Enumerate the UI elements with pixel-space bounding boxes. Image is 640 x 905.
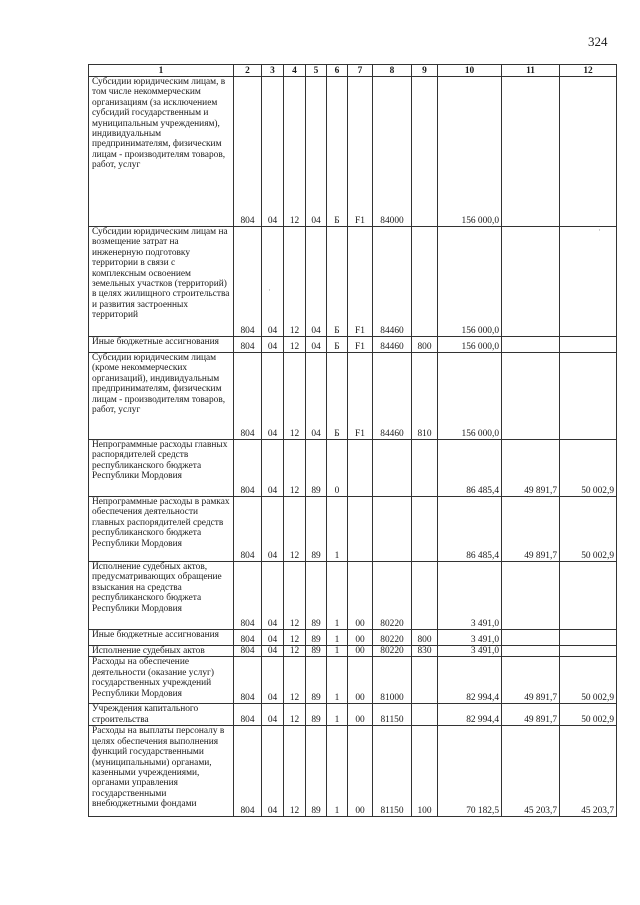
column-header: 8: [373, 65, 412, 77]
cell-col-2: 804: [234, 704, 262, 726]
cell-col-6: Б: [327, 353, 348, 440]
cell-col-2: 804: [234, 562, 262, 630]
cell-col-10: 82 994,4: [438, 704, 502, 726]
cell-col-11: [502, 630, 560, 646]
cell-col-3: 04: [262, 726, 284, 817]
cell-col-5: 89: [306, 630, 327, 646]
table-row: [89, 657, 617, 704]
cell-col-12: 50 002,9: [560, 440, 617, 497]
cell-col-12: [560, 646, 617, 657]
row-name: Исполнение судебных актов: [89, 646, 234, 657]
cell-col-10: 70 182,5: [438, 726, 502, 817]
cell-col-9: [412, 227, 438, 337]
cell-col-6: 0: [327, 440, 348, 497]
header-row: [89, 65, 617, 77]
cell-col-3: 04: [262, 657, 284, 704]
column-header: 11: [502, 65, 560, 77]
cell-col-12: [560, 227, 617, 337]
scan-speck: ·: [268, 285, 271, 295]
cell-col-7: F1: [348, 77, 373, 227]
cell-col-11: [502, 337, 560, 353]
cell-col-12: 50 002,9: [560, 704, 617, 726]
table-row: [89, 562, 617, 630]
cell-col-7: 00: [348, 657, 373, 704]
cell-col-2: 804: [234, 440, 262, 497]
cell-col-4: 12: [284, 704, 306, 726]
cell-col-12: [560, 630, 617, 646]
cell-col-6: 1: [327, 562, 348, 630]
cell-col-7: 00: [348, 704, 373, 726]
row-name: Иные бюджетные ассигнования: [89, 337, 234, 353]
column-header: 5: [306, 65, 327, 77]
cell-col-2: 804: [234, 227, 262, 337]
cell-col-9: 830: [412, 646, 438, 657]
column-header: 2: [234, 65, 262, 77]
cell-col-10: 86 485,4: [438, 497, 502, 562]
cell-col-10: 156 000,0: [438, 77, 502, 227]
cell-col-8: 84460: [373, 353, 412, 440]
cell-col-7: [348, 497, 373, 562]
row-name: Расходы на обеспечение деятельности (оказание услуг) государственных учреждений Республики Мордовия: [89, 657, 234, 704]
cell-col-2: 804: [234, 630, 262, 646]
cell-col-9: 800: [412, 630, 438, 646]
cell-col-11: 49 891,7: [502, 704, 560, 726]
cell-col-7: [348, 440, 373, 497]
cell-col-11: 49 891,7: [502, 440, 560, 497]
cell-col-5: 89: [306, 726, 327, 817]
cell-col-8: [373, 440, 412, 497]
table-row: [89, 227, 617, 337]
cell-col-12: 45 203,7: [560, 726, 617, 817]
cell-col-5: 89: [306, 704, 327, 726]
cell-col-4: 12: [284, 726, 306, 817]
row-name: Расходы на выплаты персоналу в целях обеспечения выполнения функций государственными (муниципальными) органами, казенными учреждениями, органами управления государственными внебюджетными фондами: [89, 726, 234, 817]
cell-col-10: 82 994,4: [438, 657, 502, 704]
cell-col-3: 04: [262, 440, 284, 497]
column-header: 7: [348, 65, 373, 77]
page-number: 324: [588, 34, 608, 49]
row-name: Непрограммные расходы в рамках обеспечения деятельности главных распорядителей средств республиканского бюджета Республики Мордовия: [89, 497, 234, 562]
table-row: [89, 353, 617, 440]
cell-col-8: 81150: [373, 726, 412, 817]
cell-col-10: 3 491,0: [438, 630, 502, 646]
cell-col-4: 12: [284, 562, 306, 630]
cell-col-10: 3 491,0: [438, 562, 502, 630]
cell-col-2: 804: [234, 77, 262, 227]
cell-col-10: 86 485,4: [438, 440, 502, 497]
column-header: 6: [327, 65, 348, 77]
cell-col-5: 89: [306, 646, 327, 657]
cell-col-7: F1: [348, 337, 373, 353]
cell-col-6: Б: [327, 227, 348, 337]
column-header: 10: [438, 65, 502, 77]
table-row: [89, 337, 617, 353]
cell-col-9: 100: [412, 726, 438, 817]
cell-col-2: 804: [234, 657, 262, 704]
cell-col-3: 04: [262, 630, 284, 646]
cell-col-12: 50 002,9: [560, 657, 617, 704]
cell-col-11: [502, 646, 560, 657]
cell-col-8: 80220: [373, 646, 412, 657]
table-row: [89, 646, 617, 657]
cell-col-3: 04: [262, 337, 284, 353]
cell-col-6: 1: [327, 704, 348, 726]
cell-col-9: 800: [412, 337, 438, 353]
column-header: 12: [560, 65, 617, 77]
cell-col-4: 12: [284, 337, 306, 353]
cell-col-4: 12: [284, 440, 306, 497]
column-header: 3: [262, 65, 284, 77]
cell-col-6: 1: [327, 646, 348, 657]
cell-col-4: 12: [284, 657, 306, 704]
cell-col-12: 50 002,9: [560, 497, 617, 562]
cell-col-8: 81150: [373, 704, 412, 726]
cell-col-2: 804: [234, 353, 262, 440]
cell-col-5: 04: [306, 77, 327, 227]
cell-col-12: [560, 77, 617, 227]
cell-col-3: 04: [262, 704, 284, 726]
cell-col-11: 49 891,7: [502, 657, 560, 704]
cell-col-4: 12: [284, 227, 306, 337]
cell-col-11: 49 891,7: [502, 497, 560, 562]
row-name: Субсидии юридическим лицам, в том числе некоммерческим организациям (за исключением субсидий государственным и муниципальным учреждениям), индивидуальным предпринимателям, физическим лицам - производителям товаров, работ, услуг: [89, 77, 234, 227]
cell-col-6: Б: [327, 77, 348, 227]
column-header: 4: [284, 65, 306, 77]
table-row: [89, 440, 617, 497]
cell-col-6: 1: [327, 630, 348, 646]
cell-col-9: [412, 77, 438, 227]
row-name: Иные бюджетные ассигнования: [89, 630, 234, 646]
cell-col-8: 80220: [373, 630, 412, 646]
cell-col-7: F1: [348, 353, 373, 440]
table-row: [89, 630, 617, 646]
cell-col-12: [560, 337, 617, 353]
cell-col-3: 04: [262, 227, 284, 337]
cell-col-5: 89: [306, 657, 327, 704]
cell-col-7: 00: [348, 646, 373, 657]
cell-col-11: [502, 562, 560, 630]
cell-col-3: 04: [262, 353, 284, 440]
row-name: Исполнение судебных актов, предусматривающих обращение взыскания на средства республиканского бюджета Республики Мордовия: [89, 562, 234, 630]
cell-col-9: [412, 657, 438, 704]
cell-col-4: 12: [284, 77, 306, 227]
row-name: Непрограммные расходы главных распорядителей средств республиканского бюджета Республики Мордовия: [89, 440, 234, 497]
row-name: Субсидии юридическим лицам на возмещение затрат на инженерную подготовку территории в связи с комплексным освоением земельных участков (территорий) в целях жилищного строительства и развития застроенных территорий: [89, 227, 234, 337]
cell-col-5: 04: [306, 337, 327, 353]
table-row: [89, 77, 617, 227]
cell-col-8: 84460: [373, 337, 412, 353]
cell-col-5: 89: [306, 497, 327, 562]
cell-col-2: 804: [234, 337, 262, 353]
cell-col-2: 804: [234, 646, 262, 657]
cell-col-5: 04: [306, 353, 327, 440]
cell-col-2: 804: [234, 497, 262, 562]
cell-col-6: Б: [327, 337, 348, 353]
cell-col-9: [412, 704, 438, 726]
cell-col-7: 00: [348, 562, 373, 630]
cell-col-10: 3 491,0: [438, 646, 502, 657]
cell-col-9: [412, 562, 438, 630]
cell-col-11: 45 203,7: [502, 726, 560, 817]
cell-col-6: 1: [327, 726, 348, 817]
table-row: [89, 704, 617, 726]
cell-col-10: 156 000,0: [438, 337, 502, 353]
cell-col-3: 04: [262, 77, 284, 227]
cell-col-5: 89: [306, 440, 327, 497]
cell-col-9: [412, 440, 438, 497]
cell-col-5: 04: [306, 227, 327, 337]
cell-col-8: [373, 497, 412, 562]
cell-col-8: 80220: [373, 562, 412, 630]
column-header: 9: [412, 65, 438, 77]
cell-col-6: 1: [327, 497, 348, 562]
cell-col-8: 84460: [373, 227, 412, 337]
cell-col-6: 1: [327, 657, 348, 704]
cell-col-4: 12: [284, 630, 306, 646]
cell-col-11: [502, 353, 560, 440]
cell-col-8: 81000: [373, 657, 412, 704]
cell-col-4: 12: [284, 646, 306, 657]
cell-col-11: [502, 227, 560, 337]
cell-col-11: [502, 77, 560, 227]
cell-col-7: 00: [348, 630, 373, 646]
cell-col-12: [560, 562, 617, 630]
cell-col-5: 89: [306, 562, 327, 630]
cell-col-3: 04: [262, 646, 284, 657]
cell-col-7: 00: [348, 726, 373, 817]
cell-col-3: 04: [262, 497, 284, 562]
row-name: Субсидии юридическим лицам (кроме некоммерческих организаций), индивидуальным предпринимателям, физическим лицам - производителям товаров, работ, услуг: [89, 353, 234, 440]
cell-col-10: 156 000,0: [438, 353, 502, 440]
cell-col-12: [560, 353, 617, 440]
cell-col-8: 84000: [373, 77, 412, 227]
cell-col-4: 12: [284, 497, 306, 562]
table-row: [89, 726, 617, 817]
cell-col-10: 156 000,0: [438, 227, 502, 337]
cell-col-2: 804: [234, 726, 262, 817]
cell-col-7: F1: [348, 227, 373, 337]
row-name: Учреждения капитального строительства: [89, 704, 234, 726]
scan-speck: ·: [598, 225, 601, 235]
cell-col-4: 12: [284, 353, 306, 440]
cell-col-3: 04: [262, 562, 284, 630]
cell-col-9: 810: [412, 353, 438, 440]
column-header: 1: [89, 65, 234, 77]
cell-col-9: [412, 497, 438, 562]
budget-table: [88, 64, 617, 817]
table-row: [89, 497, 617, 562]
